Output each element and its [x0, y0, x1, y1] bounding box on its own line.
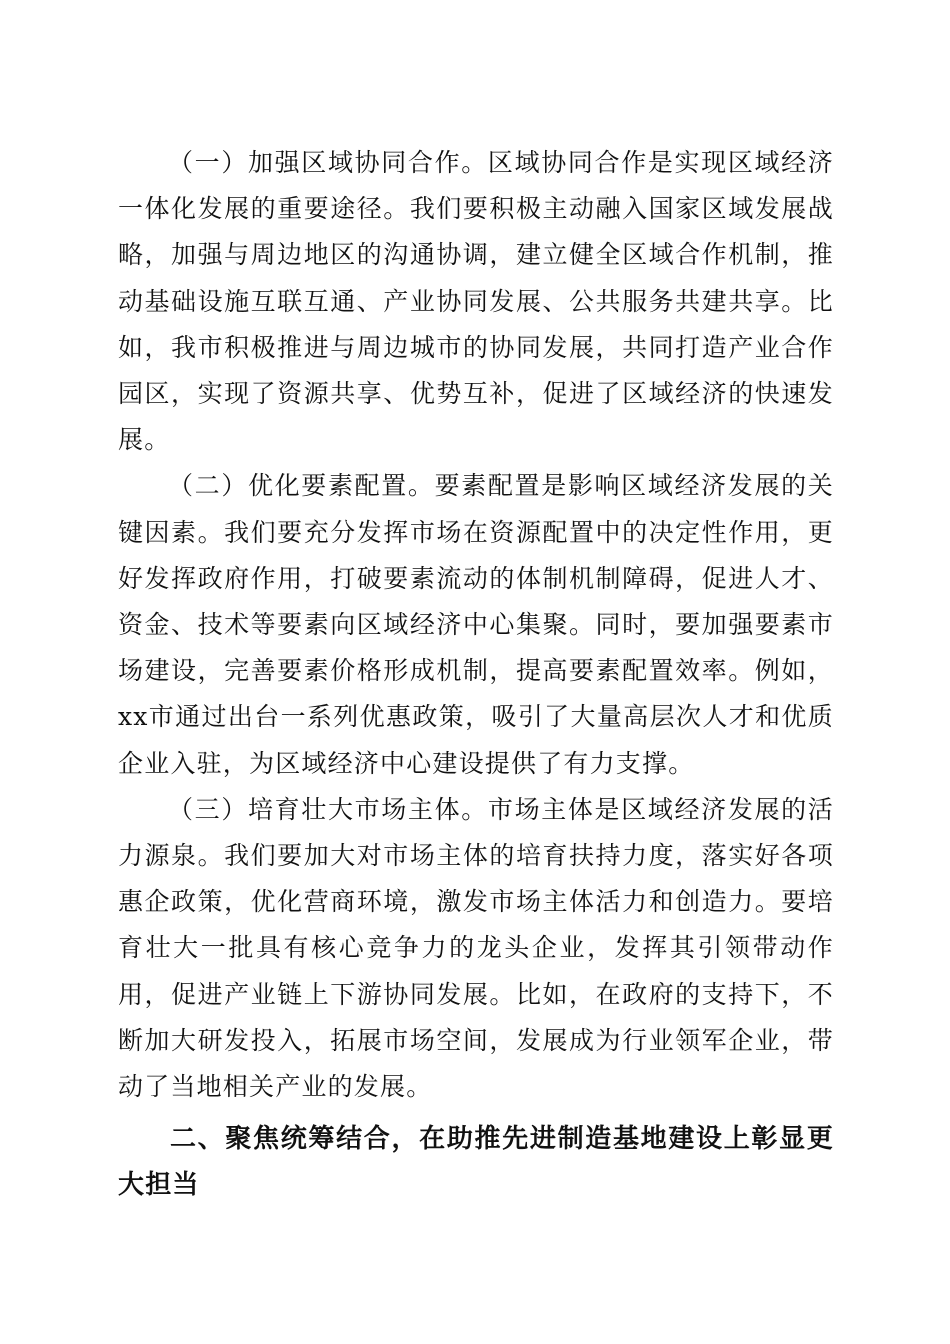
paragraph-2-body: 要素配置是影响区域经济发展的关键因素。我们要充分发挥市场在资源配置中的决定性作用，更好发挥政府作用，打破要素流动的体制机制障碍，促进人才、资金、技术等要素向区域经济中心集聚。同时，要加强要素市场建设，完善要素价格形成机制，提高要素配置效率。例如，xx市通过出台一系列优惠政策，吸引了大量高层次人才和优质企业入驻，为区域经济中心建设提供了有力支撑。 — [118, 471, 834, 778]
paragraph-2-lead: （二）优化要素配置。 — [168, 471, 435, 501]
paragraph-1-body: 区域协同合作是实现区域经济一体化发展的重要途径。我们要积极主动融入国家区域发展战略，加强与周边地区的沟通协调，建立健全区域合作机制，推动基础设施互联互通、产业协同发展、公共服务共建共享。比如，我市积极推进与周边城市的协同发展，共同打造产业合作园区，实现了资源共享、优势互补，促进了区域经济的快速发展。 — [118, 148, 834, 455]
paragraph-3-body: 市场主体是区域经济发展的活力源泉。我们要加大对市场主体的培育扶持力度，落实好各项惠企政策，优化营商环境，激发市场主体活力和创造力。要培育壮大一批具有核心竞争力的龙头企业，发挥其引领带动作用，促进产业链上下游协同发展。比如，在政府的支持下，不断加大研发投入，拓展市场空间，发展成为行业领军企业，带动了当地相关产业的发展。 — [118, 794, 834, 1102]
paragraph-1 — [118, 140, 834, 463]
section-heading: 二、聚焦统筹结合，在助推先进制造基地建设上彰显更大担当 — [118, 1124, 834, 1201]
paragraph-3-lead: （三）培育壮大市场主体。 — [168, 794, 488, 824]
document-page — [118, 140, 834, 1208]
paragraph-1-lead: （一）加强区域协同合作。 — [168, 148, 488, 177]
paragraph-2 — [118, 463, 834, 786]
paragraph-3 — [118, 787, 834, 1110]
